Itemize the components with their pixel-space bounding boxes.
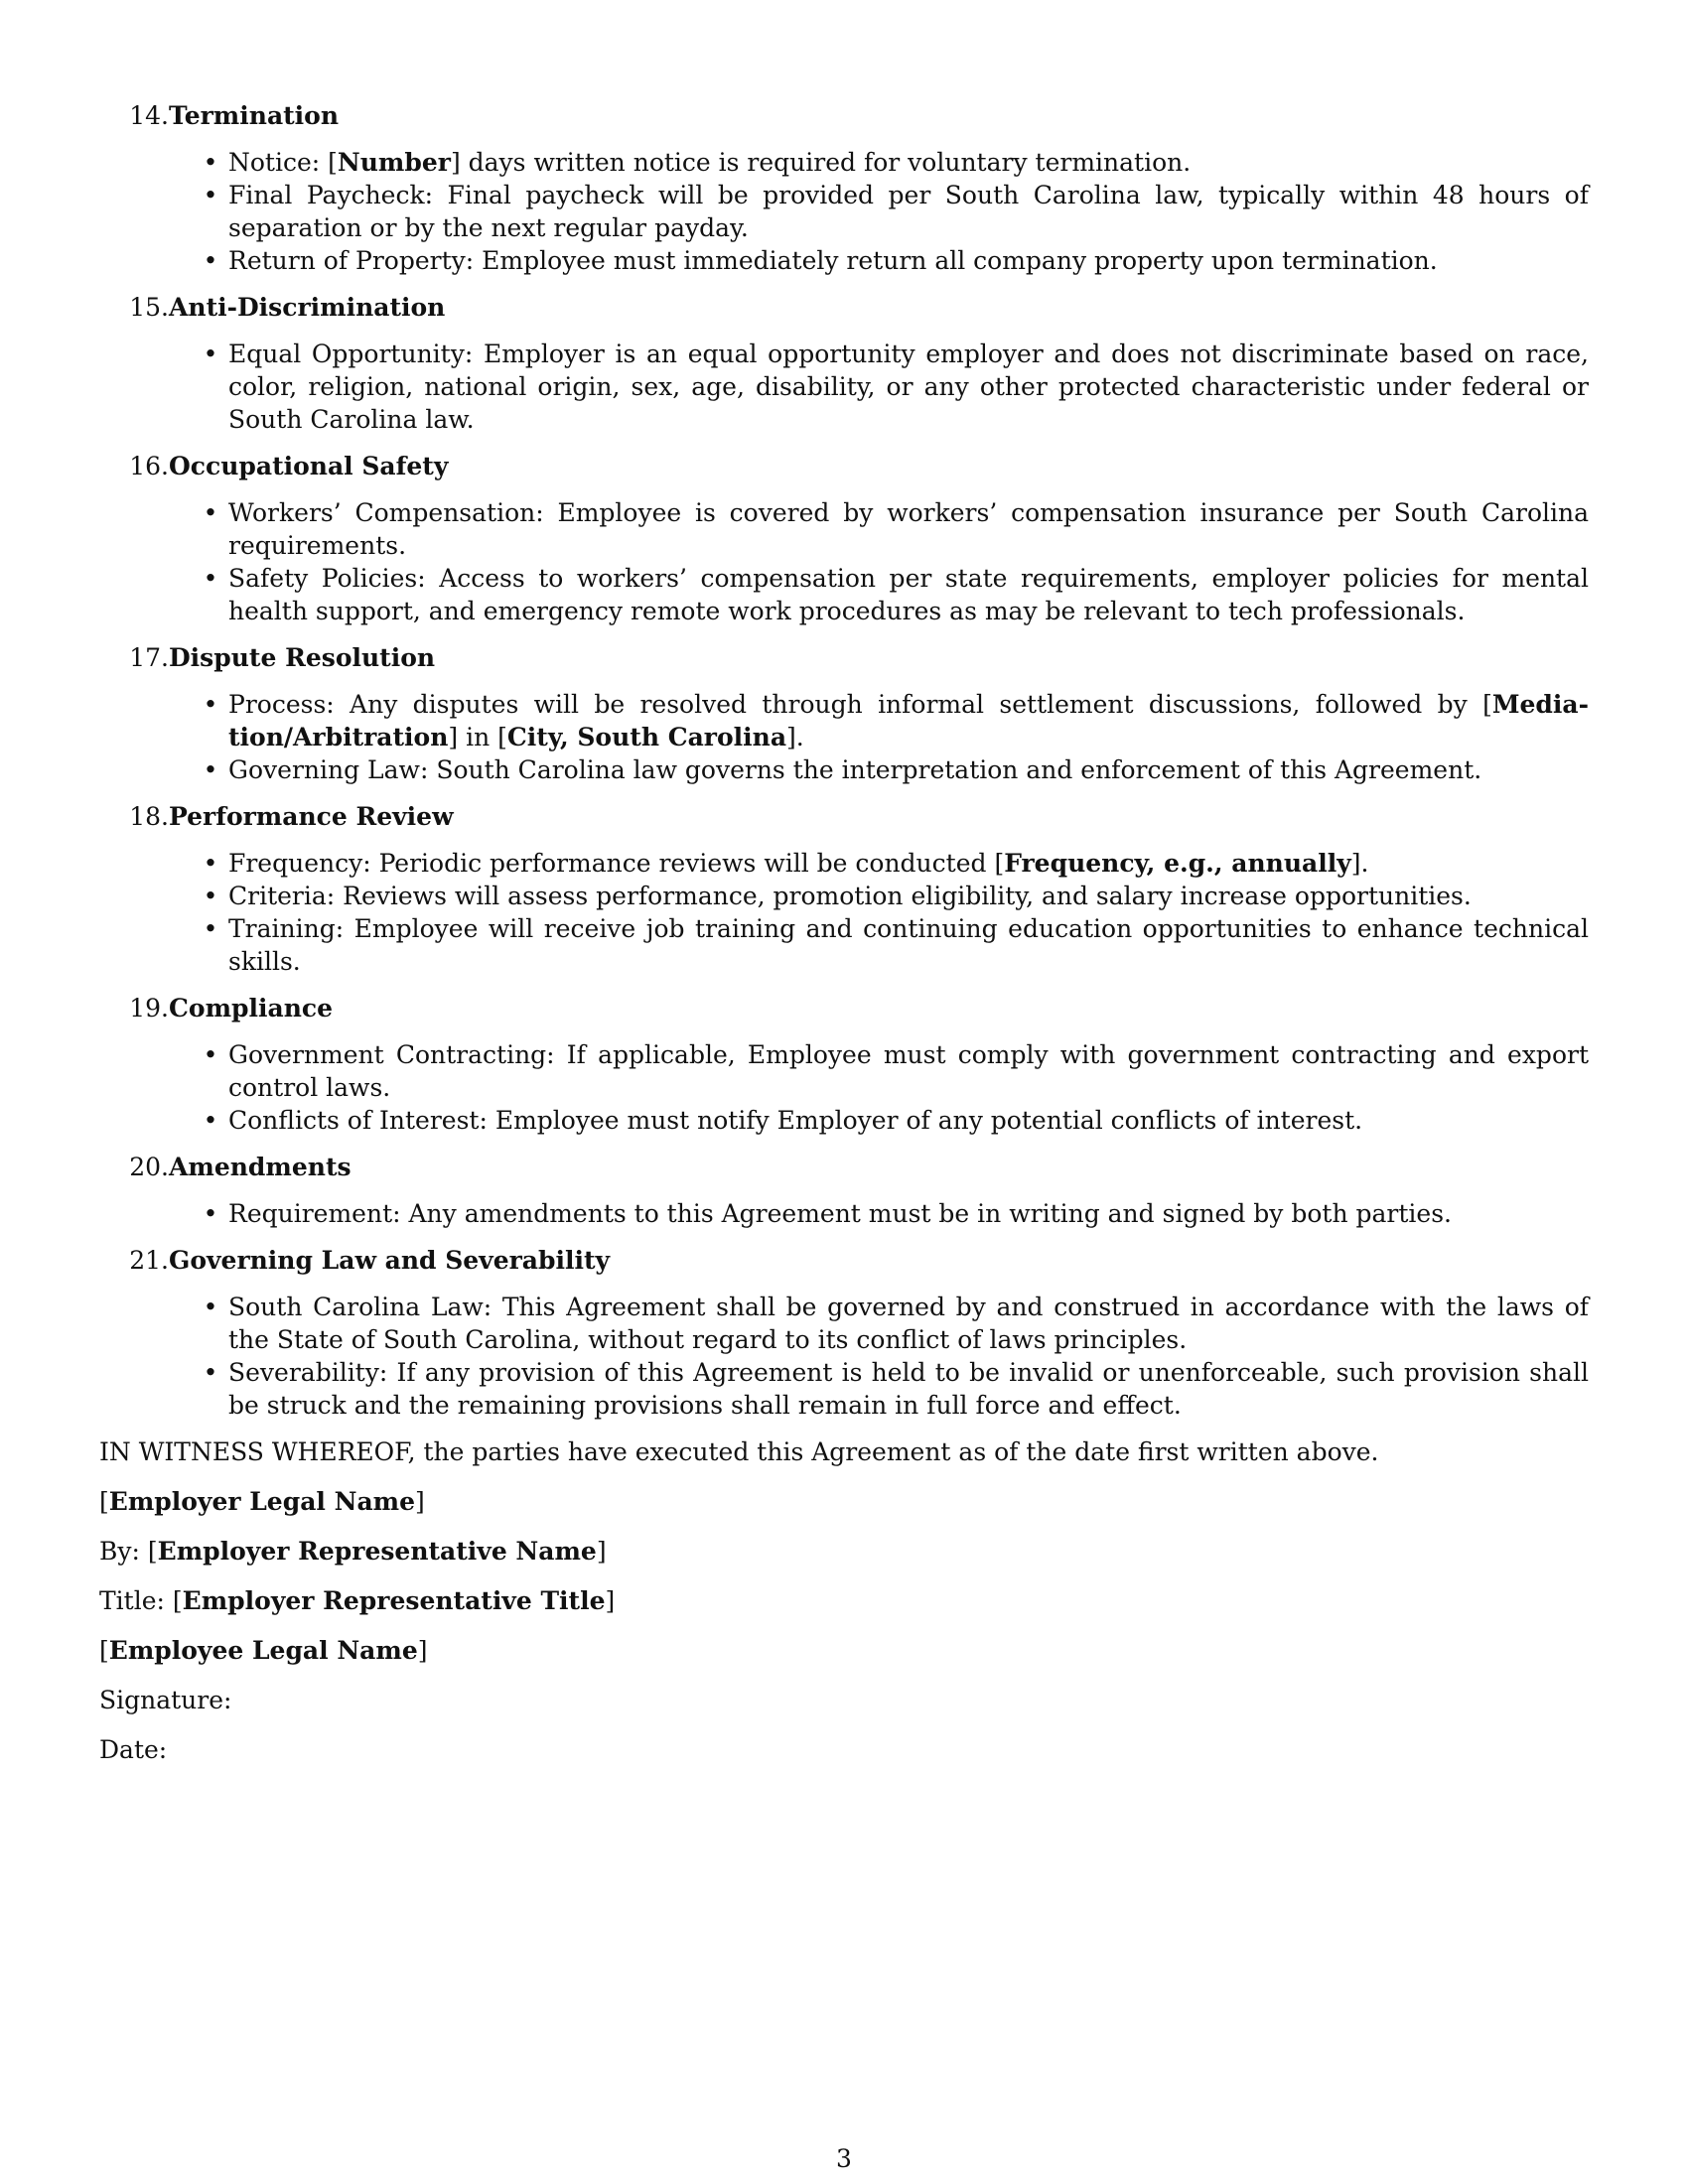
section <box>99 641 1589 786</box>
section-heading <box>99 800 1589 833</box>
sections-list <box>99 99 1589 1422</box>
list-item <box>203 244 1589 277</box>
section-heading <box>99 1244 1589 1277</box>
list-item <box>203 1197 1589 1230</box>
section-number: 20. <box>129 1153 169 1181</box>
bullet-icon: • <box>203 690 218 719</box>
bullet-icon: • <box>203 849 218 878</box>
item-text: ]. <box>786 723 804 751</box>
item-text: Criteria: Reviews will assess performance, promotion eligibility, and salary increase opportunities. <box>228 882 1472 910</box>
section-heading <box>99 1151 1589 1183</box>
placeholder-text: Mediation/Arbitration <box>228 690 1589 751</box>
employee-name-placeholder: Employee Legal Name <box>108 1636 418 1665</box>
section-title: Anti-Discrimination <box>169 293 446 322</box>
by-label: By: <box>99 1537 140 1566</box>
section <box>99 450 1589 627</box>
section-title: Termination <box>169 101 340 130</box>
item-text: Requirement: Any amendments to this Agreement must be in writing and signed by both parties. <box>228 1199 1452 1228</box>
section-items <box>99 146 1589 277</box>
bullet-icon: • <box>203 498 218 527</box>
section-number: 21. <box>129 1246 169 1275</box>
bullet-icon: • <box>203 181 218 209</box>
item-text: Frequency: Periodic performance reviews will be conducted [ <box>228 849 1005 878</box>
placeholder-text: City, South Carolina <box>506 723 787 751</box>
item-text: ] in [ <box>448 723 507 751</box>
section-number: 16. <box>129 452 169 480</box>
section-title: Governing Law and Severability <box>169 1246 611 1275</box>
item-text: Equal Opportunity: Employer is an equal opportunity employer and does not discriminate based on race, color, religion, national origin, sex, age, disability, or any other protected characteristic under federal or South Carolina law. <box>228 340 1589 434</box>
list-item <box>203 753 1589 786</box>
item-text: ]. <box>1350 849 1369 878</box>
title-label: Title: <box>99 1586 165 1615</box>
list-item <box>203 1104 1589 1137</box>
signature-block <box>99 1435 1589 1766</box>
list-item <box>203 146 1589 179</box>
date-line: Date: <box>99 1735 168 1764</box>
bullet-icon: • <box>203 1293 218 1321</box>
section-items <box>99 1197 1589 1230</box>
section <box>99 1244 1589 1422</box>
bullet-icon: • <box>203 1040 218 1069</box>
section <box>99 1151 1589 1230</box>
witness-statement: IN WITNESS WHEREOF, the parties have executed this Agreement as of the date first written above. <box>99 1437 1379 1466</box>
bullet-icon: • <box>203 1358 218 1387</box>
section-title: Occupational Safety <box>169 452 449 480</box>
page-number: 3 <box>836 2144 852 2173</box>
list-item <box>203 179 1589 244</box>
item-text: Conflicts of Interest: Employee must notify Employer of any potential conflicts of interest. <box>228 1106 1363 1135</box>
title-line: Title: [Employer Representative Title] <box>99 1586 616 1615</box>
section-items <box>99 338 1589 436</box>
bullet-icon: • <box>203 1199 218 1228</box>
bullet-icon: • <box>203 246 218 275</box>
item-text: Notice: [ <box>228 148 338 177</box>
section-heading <box>99 450 1589 482</box>
item-text: Final Paycheck: Final paycheck will be provided per South Carolina law, typically within 48 hours of separation or by the next regular payday. <box>228 181 1589 242</box>
item-text: Process: Any disputes will be resolved through informal settlement discussions, followed by [ <box>228 690 1492 719</box>
by-line: By: [Employer Representative Name] <box>99 1537 607 1566</box>
section-title: Compliance <box>169 994 334 1023</box>
section-items <box>99 688 1589 786</box>
list-item <box>203 1291 1589 1356</box>
list-item <box>203 496 1589 562</box>
bullet-icon: • <box>203 914 218 943</box>
employer-rep-name-placeholder: Employer Representative Name <box>157 1537 597 1566</box>
section-number: 15. <box>129 293 169 322</box>
section-title: Dispute Resolution <box>169 643 436 672</box>
item-text: Return of Property: Employee must immediately return all company property upon termination. <box>228 246 1438 275</box>
placeholder-text: Frequency, e.g., annually <box>1004 849 1351 878</box>
section-heading <box>99 99 1589 132</box>
employee-name-line: [Employee Legal Name] <box>99 1636 428 1665</box>
section-heading <box>99 992 1589 1024</box>
section <box>99 800 1589 978</box>
section-title: Amendments <box>169 1153 352 1181</box>
bullet-icon: • <box>203 148 218 177</box>
bullet-icon: • <box>203 1106 218 1135</box>
item-text: Safety Policies: Access to workers’ compensation per state requirements, employer policies for mental health support, and emergency remote work procedures as may be relevant to tech professionals. <box>228 564 1589 625</box>
list-item <box>203 1356 1589 1422</box>
list-item <box>203 912 1589 978</box>
section-number: 14. <box>129 101 169 130</box>
list-item <box>203 880 1589 912</box>
bullet-icon: • <box>203 564 218 593</box>
item-text: Government Contracting: If applicable, Employee must comply with government contracting and export control laws. <box>228 1040 1589 1102</box>
list-item <box>203 338 1589 436</box>
section-items <box>99 847 1589 978</box>
item-text: Severability: If any provision of this Agreement is held to be invalid or unenforceable, such provision shall be struck and the remaining provisions shall remain in full force and effect. <box>228 1358 1589 1420</box>
list-item <box>203 562 1589 627</box>
placeholder-text: Number <box>337 148 451 177</box>
signature-line: Signature: <box>99 1686 232 1714</box>
list-item <box>203 1038 1589 1104</box>
item-text: Workers’ Compensation: Employee is covered by workers’ compensation insurance per South Carolina requirements. <box>228 498 1589 560</box>
bullet-icon: • <box>203 755 218 784</box>
bullet-icon: • <box>203 340 218 368</box>
section-items <box>99 1291 1589 1422</box>
section-heading <box>99 291 1589 324</box>
list-item <box>203 688 1589 753</box>
list-item <box>203 847 1589 880</box>
section-items <box>99 1038 1589 1137</box>
employer-name-line: [Employer Legal Name] <box>99 1487 425 1516</box>
section-number: 17. <box>129 643 169 672</box>
item-text: South Carolina Law: This Agreement shall be governed by and construed in accordance with the laws of the State of South Carolina, without regard to its conflict of laws principles. <box>228 1293 1589 1354</box>
item-text: Governing Law: South Carolina law governs the interpretation and enforcement of this Agreement. <box>228 755 1482 784</box>
bullet-icon: • <box>203 882 218 910</box>
employer-name-placeholder: Employer Legal Name <box>108 1487 416 1516</box>
section <box>99 992 1589 1137</box>
employer-rep-title-placeholder: Employer Representative Title <box>182 1586 606 1615</box>
section-number: 19. <box>129 994 169 1023</box>
section-heading <box>99 641 1589 674</box>
item-text: ] days written notice is required for voluntary termination. <box>450 148 1192 177</box>
item-text: Training: Employee will receive job training and continuing education opportunities to enhance technical skills. <box>228 914 1589 976</box>
section <box>99 99 1589 277</box>
section-title: Performance Review <box>169 802 454 831</box>
section-number: 18. <box>129 802 169 831</box>
section-items <box>99 496 1589 627</box>
section <box>99 291 1589 436</box>
